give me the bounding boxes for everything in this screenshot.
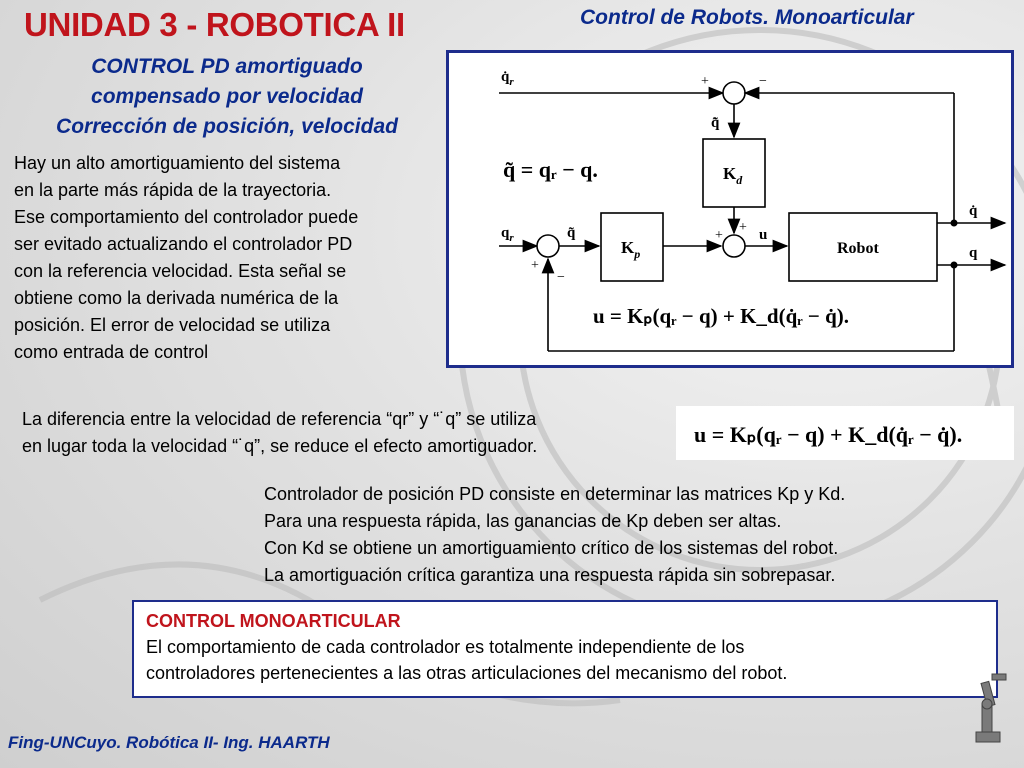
summing-junction-position — [537, 235, 559, 257]
kp-label: K — [621, 238, 635, 257]
equation-box — [676, 406, 1014, 460]
label-subscript: r — [509, 232, 514, 244]
equation-text: u = Kₚ(qᵣ − q) + K_d(q̇ᵣ − q̇). — [694, 422, 963, 447]
paragraph-line: Controlador de posición PD consiste en determinar las matrices Kp y Kd. — [264, 484, 846, 504]
label-subscript: r — [509, 76, 514, 88]
paragraph-line: posición. El error de velocidad se utiliza — [14, 315, 331, 335]
error-equation: q̃ = qᵣ − q. — [503, 157, 598, 182]
paragraph-line: Con Kd se obtiene un amortiguamiento crítico de los sistemas del robot. — [264, 538, 839, 558]
slide-title: UNIDAD 3 - ROBOTICA II — [24, 6, 405, 43]
control-law-equation: u = Kₚ(qᵣ − q) + K_d(q̇ᵣ − q̇). — [593, 304, 850, 328]
paragraph-line: Hay un alto amortiguamiento del sistema — [14, 153, 341, 173]
paragraph-line: en la parte más rápida de la trayectoria. — [14, 180, 332, 200]
robot-arm-icon — [962, 668, 1012, 746]
sign-plus: + — [715, 228, 723, 243]
label-q-tilde: q̃ — [567, 225, 576, 241]
sign-plus: + — [739, 220, 747, 235]
intro-paragraph — [14, 150, 454, 366]
block-diagram-panel — [446, 50, 1014, 368]
sign-minus: − — [759, 74, 767, 89]
equation-render — [676, 406, 1014, 460]
slide-subtitle — [12, 52, 442, 142]
paragraph-line: La amortiguación crítica garantiza una respuesta rápida sin sobrepasar. — [264, 565, 836, 585]
svg-text:Kd — [723, 164, 743, 187]
velocity-paragraph — [22, 406, 682, 460]
monoarticular-title: CONTROL MONOARTICULAR — [146, 611, 401, 631]
subtitle-line: CONTROL PD amortiguado — [91, 55, 363, 78]
paragraph-line: obtiene como la derivada numérica de la — [14, 288, 339, 308]
summing-junction-u — [723, 235, 745, 257]
monoarticular-line: El comportamiento de cada controlador es totalmente independiente de los — [146, 637, 745, 657]
paragraph-line: como entrada de control — [14, 342, 209, 362]
subtitle-line: compensado por velocidad — [91, 85, 363, 108]
label-qr-dot: q̇ — [501, 69, 510, 85]
paragraph-line: Ese comportamiento del controlador puede — [14, 207, 359, 227]
label-u: u — [759, 227, 768, 243]
paragraph-line: La diferencia entre la velocidad de referencia “qr” y “˙q” se utiliza — [22, 409, 537, 429]
label-subscript: d — [736, 173, 743, 187]
subtitle-line: Corrección de posición, velocidad — [56, 115, 398, 138]
monoarticular-line: controladores pertenecientes a las otras articulaciones del mecanismo del robot. — [146, 663, 788, 683]
kd-label: K — [723, 164, 737, 183]
monoarticular-box — [132, 600, 998, 698]
svg-text:qr — [501, 225, 514, 244]
block-diagram — [449, 53, 1011, 365]
paragraph-line: en lugar toda la velocidad “˙q”, se reduce el efecto amortiguador. — [22, 436, 538, 456]
label-subscript: p — [634, 247, 641, 261]
sign-plus: + — [531, 258, 539, 273]
label-q-dot-out: q̇ — [969, 203, 978, 219]
paragraph-line: ser evitado actualizando el controlador PD — [14, 234, 353, 254]
svg-text:q̇r — [501, 69, 514, 88]
sign-minus: − — [557, 270, 565, 285]
paragraph-line: con la referencia velocidad. Esta señal se — [14, 261, 347, 281]
paragraph-line: Para una respuesta rápida, las ganancias de Kp deben ser altas. — [264, 511, 782, 531]
section-title: Control de Robots. Monoarticular — [580, 6, 914, 29]
pd-paragraph — [264, 481, 1004, 589]
sign-plus: + — [701, 74, 709, 89]
robot-label: Robot — [837, 240, 879, 257]
svg-text:Kp — [621, 238, 640, 261]
label-q-tilde-dot: q̃̇ — [711, 115, 720, 131]
footer-credit: Fing-UNCuyo. Robótica II- Ing. HAARTH — [8, 733, 330, 752]
label-qr: q — [501, 225, 510, 241]
summing-junction-velocity — [723, 82, 745, 104]
label-q-out: q — [969, 245, 978, 261]
